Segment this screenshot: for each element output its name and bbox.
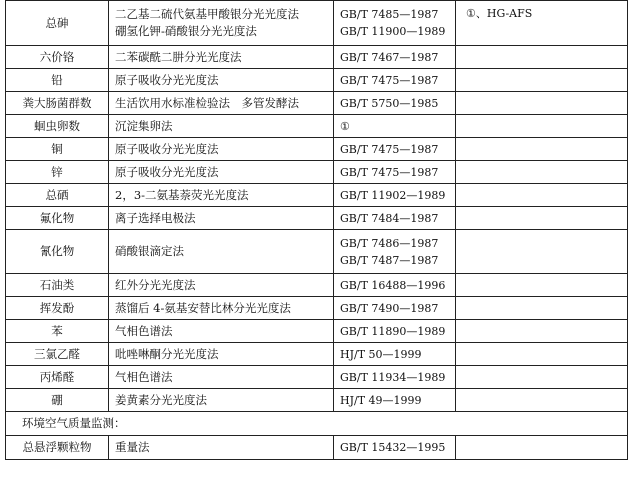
standard-cell: HJ/T 49—1999	[334, 389, 456, 412]
standard-cell: GB/T 7475—1987	[334, 161, 456, 184]
note-cell	[456, 297, 628, 320]
standard-line-2: GB/T 11900—1989	[340, 25, 446, 38]
item-name-cell: 三氯乙醛	[6, 343, 109, 366]
item-name-cell: 硼	[6, 389, 109, 412]
method-cell	[109, 1, 334, 46]
table-row	[6, 230, 628, 274]
standard-cell: GB/T 11934—1989	[334, 366, 456, 389]
table-row	[6, 92, 628, 115]
method-cell: 原子吸收分光光度法	[109, 138, 334, 161]
item-name-cell: 六价铬	[6, 46, 109, 69]
standard-cell: ①	[334, 115, 456, 138]
table-row	[6, 46, 628, 69]
item-name-cell: 石油类	[6, 274, 109, 297]
method-cell: 原子吸收分光光度法	[109, 69, 334, 92]
item-name-cell: 总硒	[6, 184, 109, 207]
note-cell	[456, 138, 628, 161]
note-cell	[456, 69, 628, 92]
method-line-2: 硼氢化钾-硝酸银分光光度法	[115, 24, 257, 38]
note-cell	[456, 366, 628, 389]
item-name-cell: 锌	[6, 161, 109, 184]
standard-line: GB/T 7485—1987	[340, 8, 439, 21]
table-row	[6, 320, 628, 343]
method-cell: 重量法	[109, 436, 334, 460]
note-cell	[456, 343, 628, 366]
standard-cell: GB/T 7484—1987	[334, 207, 456, 230]
item-name-cell: 铜	[6, 138, 109, 161]
note-cell	[456, 184, 628, 207]
table-row	[6, 207, 628, 230]
section-heading-row	[6, 412, 628, 436]
table-row	[6, 115, 628, 138]
method-cell: 生活饮用水标准检验法 多管发酵法	[109, 92, 334, 115]
method-cell: 红外分光光度法	[109, 274, 334, 297]
section-heading: 环境空气质量监测：	[6, 412, 628, 436]
item-name-cell: 总砷	[6, 1, 109, 46]
standards-table	[5, 0, 628, 460]
item-name-cell: 挥发酚	[6, 297, 109, 320]
standard-cell	[334, 1, 456, 46]
standard-line-2: GB/T 7487—1987	[340, 253, 439, 267]
standard-cell: GB/T 7475—1987	[334, 138, 456, 161]
item-name-cell: 苯	[6, 320, 109, 343]
table-row	[6, 161, 628, 184]
method-cell: 2，3-二氨基萘荧光光度法	[109, 184, 334, 207]
note-cell	[456, 92, 628, 115]
method-cell: 原子吸收分光光度法	[109, 161, 334, 184]
item-name-cell: 总悬浮颗粒物	[6, 436, 109, 460]
method-cell: 蒸馏后 4-氨基安替比林分光光度法	[109, 297, 334, 320]
table-row	[6, 69, 628, 92]
item-name-cell: 氰化物	[6, 230, 109, 274]
item-name-cell: 粪大肠菌群数	[6, 92, 109, 115]
standard-cell	[334, 230, 456, 274]
note-cell	[456, 46, 628, 69]
method-cell: 二苯碳酰二肼分光光度法	[109, 46, 334, 69]
standard-cell: HJ/T 50—1999	[334, 343, 456, 366]
table-row	[6, 366, 628, 389]
note-cell	[456, 320, 628, 343]
table-row	[6, 297, 628, 320]
standard-cell: GB/T 5750—1985	[334, 92, 456, 115]
note-cell	[456, 389, 628, 412]
standard-cell: GB/T 7475—1987	[334, 69, 456, 92]
table-row	[6, 274, 628, 297]
method-cell: 吡唑啉酮分光光度法	[109, 343, 334, 366]
item-name-cell: 铅	[6, 69, 109, 92]
method-cell: 气相色谱法	[109, 320, 334, 343]
standard-cell: GB/T 11902—1989	[334, 184, 456, 207]
note-cell	[456, 161, 628, 184]
note-cell	[456, 207, 628, 230]
table-row	[6, 436, 628, 460]
table-row	[6, 138, 628, 161]
note-cell	[456, 115, 628, 138]
note-cell	[456, 274, 628, 297]
method-cell: 沉淀集卵法	[109, 115, 334, 138]
standard-cell: GB/T 16488—1996	[334, 274, 456, 297]
note-cell: ①、HG-AFS	[456, 1, 628, 46]
table-row	[6, 1, 628, 46]
table-body	[6, 1, 628, 460]
note-cell	[456, 230, 628, 274]
method-cell: 离子选择电极法	[109, 207, 334, 230]
standard-cell: GB/T 15432—1995	[334, 436, 456, 460]
standard-cell: GB/T 7490—1987	[334, 297, 456, 320]
item-name-cell: 氟化物	[6, 207, 109, 230]
method-cell: 气相色谱法	[109, 366, 334, 389]
table-row	[6, 389, 628, 412]
method-line: 二乙基二硫代氨基甲酸银分光光度法	[115, 7, 299, 21]
standard-line: GB/T 7486—1987	[340, 236, 439, 250]
table-row	[6, 343, 628, 366]
table-row	[6, 184, 628, 207]
item-name-cell: 丙烯醛	[6, 366, 109, 389]
standard-cell: GB/T 7467—1987	[334, 46, 456, 69]
note-cell	[456, 436, 628, 460]
method-cell: 姜黄素分光光度法	[109, 389, 334, 412]
item-name-cell: 蛔虫卵数	[6, 115, 109, 138]
method-cell: 硝酸银滴定法	[109, 230, 334, 274]
standard-cell: GB/T 11890—1989	[334, 320, 456, 343]
